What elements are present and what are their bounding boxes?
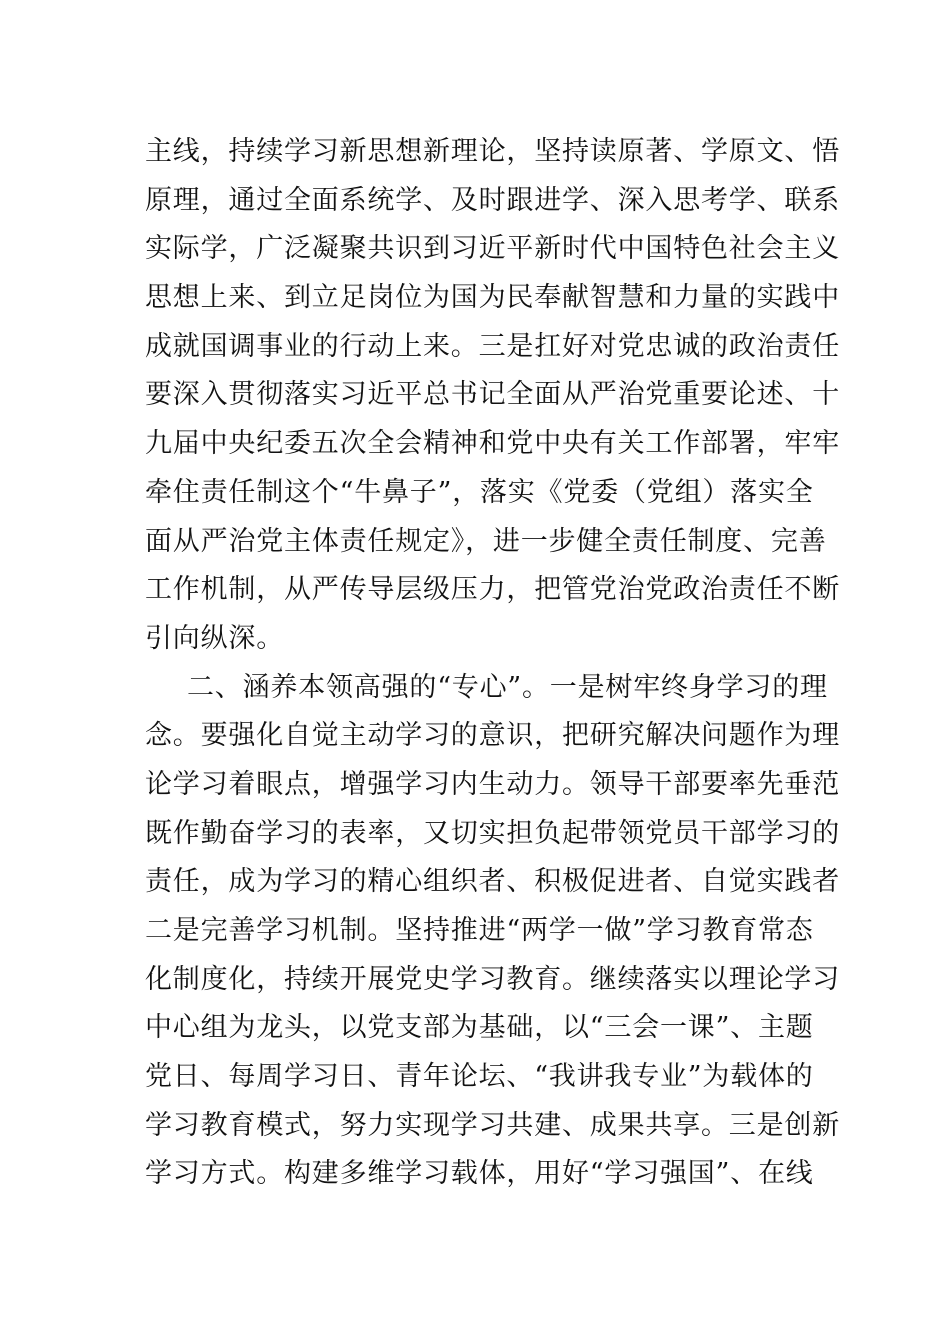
text-line: 成就国调事业的行动上来。三是扛好对党忠诚的政治责任: [145, 330, 840, 362]
text-line: 二是完善学习机制。坚持推进“两学一做”学习教育常态: [145, 915, 814, 946]
text-line: 责任，成为学习的精心组织者、积极促进者、自觉实践者: [145, 866, 840, 898]
text-line: 引向纵深。: [145, 622, 284, 654]
text-line: 思想上来、到立足岗位为国为民奉献智慧和力量的实践中: [145, 282, 840, 314]
text-line: 主线，持续学习新思想新理论，坚持读原著、学原文、悟: [145, 136, 840, 167]
text-line: 原理，通过全面系统学、及时跟进学、深入思考学、联系: [145, 184, 840, 216]
body-text: [145, 128, 840, 1199]
text-line: 面从严治党主体责任规定》，进一步健全责任制度、完善: [145, 525, 827, 557]
text-line: 念。要强化自觉主动学习的意识，把研究解决问题作为理: [145, 720, 840, 752]
paragraph-start-line: 二、涵养本领高强的“专心”。一是树牢终身学习的理: [187, 671, 828, 703]
text-line: 工作机制，从严传导层级压力，把管党治党政治责任不断: [145, 574, 840, 606]
text-line: 论学习着眼点，增强学习内生动力。领导干部要率先垂范: [145, 768, 840, 800]
text-line: 牵住责任制这个“牛鼻子”，落实《党委（党组）落实全: [145, 476, 814, 508]
text-line: 实际学，广泛凝聚共识到习近平新时代中国特色社会主义: [145, 233, 840, 265]
text-line: 要深入贯彻落实习近平总书记全面从严治党重要论述、十: [145, 379, 840, 411]
text-line: 学习教育模式，努力实现学习共建、成果共享。三是创新: [145, 1109, 840, 1141]
text-line: 九届中央纪委五次全会精神和党中央有关工作部署，牢牢: [145, 428, 840, 460]
text-line: 学习方式。构建多维学习载体，用好“学习强国”、在线: [145, 1158, 814, 1190]
text-line: 中心组为龙头，以党支部为基础，以“三会一课”、主题: [145, 1012, 814, 1044]
text-line: 既作勤奋学习的表率，又切实担负起带领党员干部学习的: [145, 817, 840, 849]
text-line: 化制度化，持续开展党史学习教育。继续落实以理论学习: [145, 963, 840, 995]
text-line: 党日、每周学习日、青年论坛、“我讲我专业”为载体的: [145, 1061, 814, 1093]
